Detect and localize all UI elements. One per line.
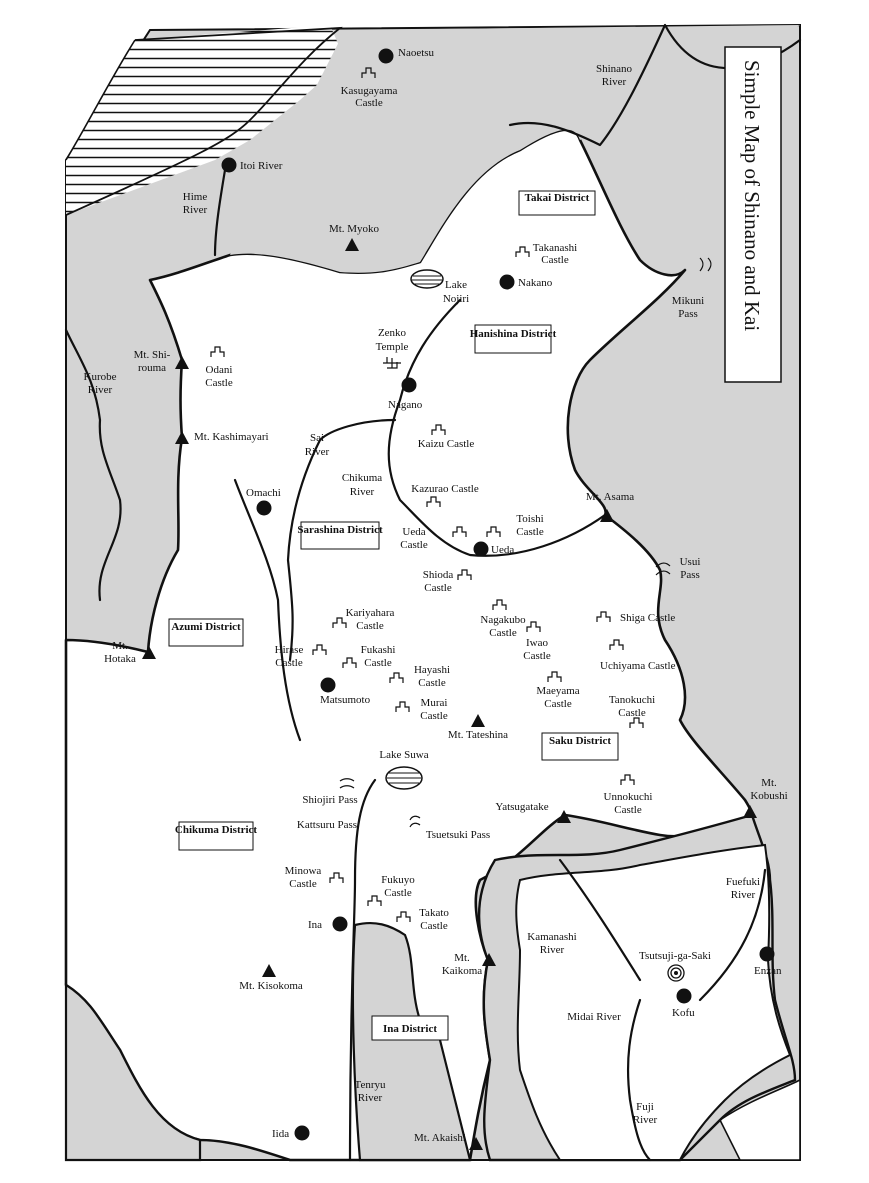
svg-text:River: River	[304, 446, 330, 458]
svg-text:Tsuetsuki Pass: Tsuetsuki Pass	[425, 829, 491, 841]
svg-text:Lake: Lake	[445, 279, 467, 291]
svg-text:Usui: Usui	[679, 556, 701, 568]
svg-text:Castle: Castle	[384, 887, 412, 899]
svg-text:Shiojiri Pass: Shiojiri Pass	[302, 794, 358, 806]
svg-text:Mt. Kashimayari: Mt. Kashimayari	[194, 431, 269, 443]
district-ina	[372, 1016, 448, 1040]
svg-text:Ueda: Ueda	[402, 526, 426, 538]
river-fuji-label	[633, 1101, 658, 1126]
district-hanishina	[470, 325, 557, 353]
svg-text:Hayashi: Hayashi	[413, 664, 451, 676]
svg-text:Tenryu: Tenryu	[354, 1079, 386, 1091]
svg-text:Mikuni: Mikuni	[671, 295, 705, 307]
river-kurobe-label	[84, 371, 117, 396]
svg-text:Mt. Tateshina: Mt. Tateshina	[447, 729, 509, 741]
svg-text:Castle: Castle	[544, 698, 572, 710]
svg-text:Odani: Odani	[205, 364, 233, 376]
district-azumi	[169, 619, 243, 646]
svg-text:Castle: Castle	[489, 627, 517, 639]
svg-text:Tanokuchi: Tanokuchi	[608, 694, 656, 706]
svg-text:River: River	[182, 204, 208, 216]
svg-text:Shioda: Shioda	[422, 569, 454, 581]
svg-text:River: River	[349, 486, 375, 498]
district-sarashina	[297, 522, 383, 549]
svg-text:rouma: rouma	[137, 362, 167, 374]
svg-text:River: River	[87, 384, 113, 396]
svg-text:Castle: Castle	[364, 657, 392, 669]
district-hanishina-name: Hanishina District	[469, 328, 557, 340]
svg-text:Kasugayama: Kasugayama	[340, 85, 398, 97]
svg-text:Kattsuru Pass: Kattsuru Pass	[296, 819, 358, 831]
svg-text:River: River	[730, 889, 756, 901]
svg-text:Mt. Asama: Mt. Asama	[585, 491, 635, 503]
svg-text:Maeyama: Maeyama	[536, 685, 580, 697]
svg-text:Mt. Shi-: Mt. Shi-	[133, 349, 171, 361]
svg-text:Mt. Kisokoma: Mt. Kisokoma	[239, 980, 303, 992]
svg-text:Takanashi: Takanashi	[532, 242, 578, 254]
district-saku	[542, 733, 618, 760]
river-midai-label	[567, 1011, 621, 1023]
svg-text:Castle: Castle	[420, 710, 448, 722]
district-ina-name: Ina District	[382, 1023, 438, 1035]
svg-text:Kobushi: Kobushi	[750, 790, 788, 802]
city-nagano-label: Nagano	[388, 399, 423, 411]
svg-text:Fukashi: Fukashi	[360, 644, 396, 656]
svg-text:Castle: Castle	[516, 526, 544, 538]
svg-text:Mt. Myoko: Mt. Myoko	[328, 223, 380, 235]
district-takai-name: Takai District	[524, 192, 590, 204]
svg-text:Takato: Takato	[419, 907, 449, 919]
svg-text:Castle: Castle	[355, 97, 383, 109]
svg-text:Chikuma: Chikuma	[341, 472, 383, 484]
svg-text:Nagakubo: Nagakubo	[480, 614, 526, 626]
district-saku-name: Saku District	[548, 735, 612, 747]
district-chikuma-name: Chikuma District	[174, 824, 258, 836]
svg-text:Fukuyo: Fukuyo	[381, 874, 415, 886]
city-nakano-label: Nakano	[518, 277, 553, 289]
svg-text:Castle: Castle	[275, 657, 303, 669]
district-chikuma	[175, 822, 258, 850]
svg-text:Mt.: Mt.	[112, 640, 128, 652]
city-ueda	[474, 542, 515, 557]
svg-text:Hime: Hime	[182, 191, 208, 203]
svg-text:Uchiyama Castle: Uchiyama Castle	[600, 660, 676, 672]
lake-suwa-label	[379, 749, 428, 761]
city-itoi-label: Itoi River	[240, 160, 283, 172]
svg-text:River: River	[632, 1114, 658, 1126]
svg-text:Midai River: Midai River	[567, 1011, 621, 1023]
svg-text:Sai: Sai	[309, 432, 325, 444]
pass-kattsuru	[297, 819, 357, 831]
svg-text:Kaikoma: Kaikoma	[441, 965, 483, 977]
river-tenryu-label	[355, 1079, 386, 1104]
city-nakano	[500, 275, 553, 290]
city-enzan-label: Enzan	[754, 965, 782, 977]
svg-text:Temple: Temple	[375, 341, 409, 353]
city-ueda-label: Ueda	[491, 544, 515, 556]
svg-text:Fuji: Fuji	[636, 1101, 654, 1113]
svg-text:Unnokuchi: Unnokuchi	[603, 791, 653, 803]
city-kofu-label: Kofu	[672, 1007, 695, 1019]
svg-text:Kazurao Castle: Kazurao Castle	[411, 483, 479, 495]
svg-text:Kurobe: Kurobe	[83, 371, 117, 383]
river-hime-label	[183, 191, 208, 216]
svg-text:River: River	[357, 1092, 383, 1104]
svg-text:Castle: Castle	[418, 677, 446, 689]
city-itoi-river	[222, 158, 283, 173]
svg-text:Fuefuki: Fuefuki	[725, 876, 761, 888]
svg-text:Minowa: Minowa	[284, 865, 322, 877]
city-ina-label: Ina	[308, 919, 323, 931]
city-iida-label: Iida	[272, 1128, 290, 1140]
svg-text:Shiga Castle: Shiga Castle	[620, 612, 676, 624]
svg-text:River: River	[539, 944, 565, 956]
svg-text:Castle: Castle	[523, 650, 551, 662]
svg-text:Castle: Castle	[400, 539, 428, 551]
svg-text:Kamanashi: Kamanashi	[527, 931, 577, 943]
svg-text:Lake Suwa: Lake Suwa	[379, 749, 429, 761]
svg-text:Mt. Akaishi: Mt. Akaishi	[414, 1132, 466, 1144]
district-sarashina-name: Sarashina District	[297, 524, 383, 536]
district-takai	[519, 191, 595, 215]
svg-text:Yatsugatake: Yatsugatake	[495, 801, 549, 813]
svg-text:Castle: Castle	[289, 878, 317, 890]
svg-text:Castle: Castle	[541, 254, 569, 266]
city-matsumoto-label: Matsumoto	[320, 694, 371, 706]
svg-text:Castle: Castle	[424, 582, 452, 594]
district-azumi-name: Azumi District	[171, 621, 241, 633]
svg-text:Tsutsuji-ga-Saki: Tsutsuji-ga-Saki	[639, 950, 711, 962]
svg-text:Hotaka: Hotaka	[104, 653, 136, 665]
map-title: Simple Map of Shinano and Kai	[740, 60, 764, 332]
svg-text:Hirase: Hirase	[274, 644, 304, 656]
svg-text:Castle: Castle	[356, 620, 384, 632]
svg-text:Mt.: Mt.	[454, 952, 470, 964]
svg-text:Pass: Pass	[678, 308, 698, 320]
svg-text:Kaizu Castle: Kaizu Castle	[417, 438, 475, 450]
svg-text:Mt.: Mt.	[761, 777, 777, 789]
svg-text:Castle: Castle	[205, 377, 233, 389]
svg-text:Nojiri: Nojiri	[442, 293, 470, 305]
svg-text:Murai: Murai	[420, 697, 448, 709]
svg-text:Iwao: Iwao	[526, 637, 548, 649]
svg-text:Kariyahara: Kariyahara	[345, 607, 395, 619]
svg-text:Pass: Pass	[680, 569, 700, 581]
city-omachi-label: Omachi	[246, 487, 281, 499]
lake-nojiri	[411, 270, 443, 288]
svg-text:Castle: Castle	[420, 920, 448, 932]
svg-text:Castle: Castle	[618, 707, 646, 719]
svg-text:Toishi: Toishi	[516, 513, 544, 525]
svg-text:Castle: Castle	[614, 804, 642, 816]
city-naoetsu-label: Naoetsu	[398, 47, 435, 59]
svg-text:Zenko: Zenko	[377, 327, 407, 339]
svg-text:River: River	[601, 76, 627, 88]
river-fuefuki-label	[726, 876, 760, 901]
svg-text:Shinano: Shinano	[595, 63, 633, 75]
